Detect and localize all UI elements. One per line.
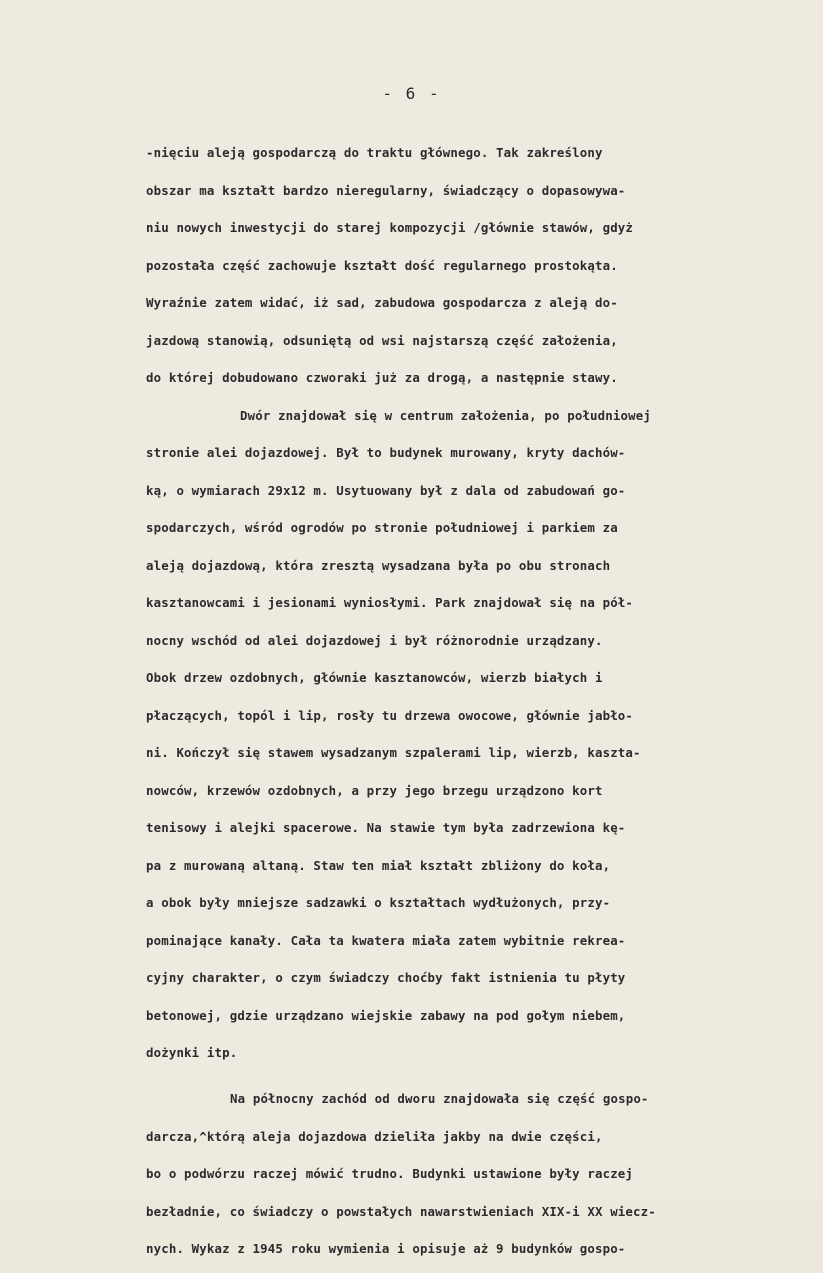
paragraph-start-line: Na północny zachód od dworu znajdowała się część gospo- bbox=[230, 1091, 649, 1106]
text-line: pozostała część zachowuje kształt dość regularnego prostokąta. bbox=[146, 257, 618, 273]
text-line: do której dobudowano czworaki już za drogą, a następnie stawy. bbox=[146, 370, 618, 385]
page-number: - 6 - bbox=[382, 84, 441, 103]
text-line: pa z murowaną altaną. Staw ten miał kształt zbliżony do koła, bbox=[146, 857, 611, 873]
text-line: nocny wschód od alei dojazdowej i był różnorodnie urządzany. bbox=[146, 632, 603, 648]
text-line: betonowej, gdzie urządzano wiejskie zabawy na pod gołym niebem, bbox=[146, 1007, 626, 1023]
text-line: dożynki itp. bbox=[146, 1045, 238, 1060]
text-line: -nięciu aleją gospodarczą do traktu głównego. Tak zakreślony bbox=[146, 145, 603, 160]
text-line: nowców, krzewów ozdobnych, a przy jego brzegu urządzono kort bbox=[146, 782, 603, 798]
text-line: niu nowych inwestycji do starej kompozycji /głównie stawów, gdyż bbox=[146, 220, 634, 235]
text-line: ką, o wymiarach 29x12 m. Usytuowany był z dala od zabudowań go- bbox=[146, 482, 626, 498]
page-body bbox=[146, 139, 806, 1273]
text-line: ni. Kończył się stawem wysadzanym szpalerami lip, wierzb, kaszta- bbox=[146, 745, 641, 760]
text-line: darcza,^którą aleja dojazdowa dzieliła jakby na dwie części, bbox=[146, 1128, 603, 1144]
paragraph-start-line: Dwór znajdował się w centrum założenia, po południowej bbox=[240, 407, 651, 423]
text-line: cyjny charakter, o czym świadczy choćby fakt istnienia tu płyty bbox=[146, 970, 626, 985]
text-line: tenisowy i alejki spacerowe. Na stawie tym była zadrzewiona kę- bbox=[146, 820, 626, 835]
text-line: a obok były mniejsze sadzawki o kształtach wydłużonych, przy- bbox=[146, 895, 611, 910]
text-line: aleją dojazdową, która zresztą wysadzana była po obu stronach bbox=[146, 557, 611, 573]
text-line: obszar ma kształt bardzo nieregularny, świadczący o dopasowywa- bbox=[146, 182, 626, 198]
text-line: pominające kanały. Cała ta kwatera miała zatem wybitnie rekrea- bbox=[146, 932, 626, 948]
text-line: kasztanowcami i jesionami wyniosłymi. Park znajdował się na pół- bbox=[146, 595, 634, 610]
text-line: bo o podwórzu raczej mówić trudno. Budynki ustawione były raczej bbox=[146, 1166, 634, 1181]
text-line: Wyraźnie zatem widać, iż sad, zabudowa gospodarcza z aleją do- bbox=[146, 295, 618, 310]
text-line: bezładnie, co świadczy o powstałych nawarstwieniach XIX-i XX wiecz- bbox=[146, 1203, 656, 1219]
text-line: Obok drzew ozdobnych, głównie kasztanowców, wierzb białych i bbox=[146, 670, 603, 685]
text-line: nych. Wykaz z 1945 roku wymienia i opisuje aż 9 budynków gospo- bbox=[146, 1241, 626, 1256]
text-line: jazdową stanowią, odsuniętą od wsi najstarszą część założenia, bbox=[146, 332, 618, 348]
text-line: spodarczych, wśród ogrodów po stronie południowej i parkiem za bbox=[146, 520, 618, 535]
text-line: stronie alei dojazdowej. Był to budynek murowany, kryty dachów- bbox=[146, 445, 626, 460]
text-line: płaczących, topól i lip, rosły tu drzewa owocowe, głównie jabło- bbox=[146, 707, 634, 723]
